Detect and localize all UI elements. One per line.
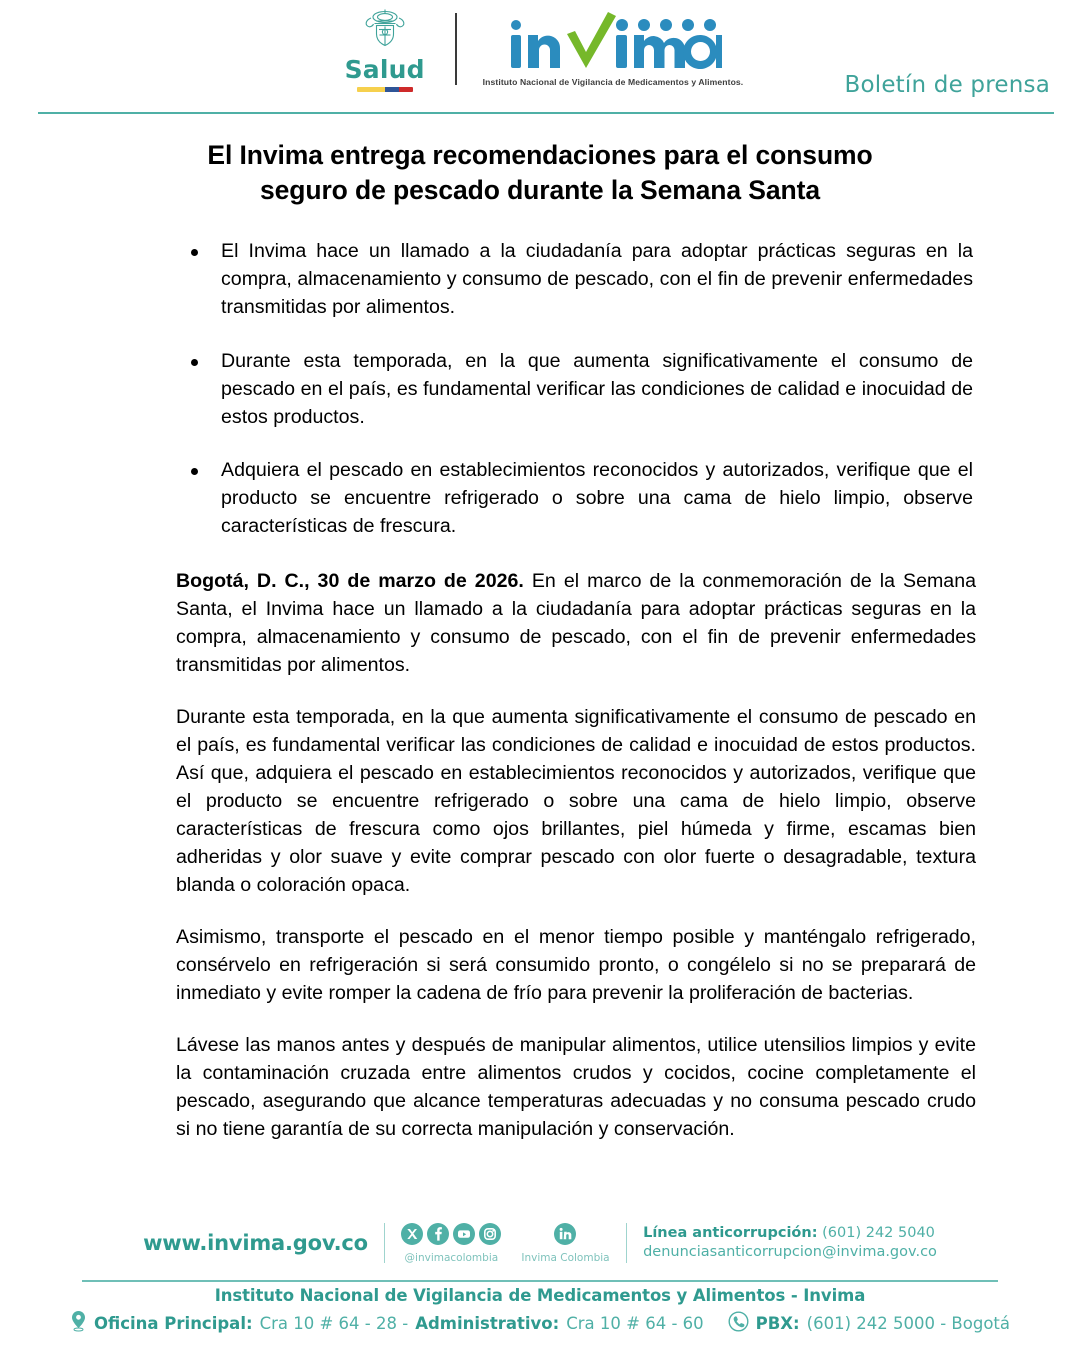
dateline: Bogotá, D. C., 30 de marzo de 2026.	[176, 569, 524, 592]
key-points-list	[183, 238, 973, 540]
social-links	[385, 1223, 625, 1264]
footer-contact-band	[0, 1208, 1080, 1278]
salud-wordmark: Salud	[344, 54, 425, 84]
institution-name: Instituto Nacional de Vigilancia de Medicamentos y Alimentos - Invima	[214, 1286, 866, 1305]
bottom-bar	[0, 1282, 1080, 1350]
anticorruption-contact	[627, 1224, 937, 1262]
map-pin-icon	[70, 1310, 87, 1336]
paragraph-text: En el marco de la conmemoración de la Semana Santa, el Invima hace un llamado a la ciudadanía para adoptar prácticas seguras en la compra, almacenamiento y consumo de pescado, con el fin de prevenir enfermedades transmitidas por alimentos.	[176, 569, 976, 676]
linkedin-handle: Invima Colombia	[521, 1251, 610, 1264]
phone-icon	[728, 1311, 749, 1336]
pbx-label: PBX:	[755, 1313, 800, 1333]
invima-logo	[479, 12, 744, 87]
admin-address: Cra 10 # 64 - 60	[566, 1313, 704, 1333]
salud-logo	[337, 7, 433, 92]
instagram-icon[interactable]	[479, 1223, 501, 1250]
invima-wordmark-icon	[504, 12, 722, 79]
bulletin-label: Boletín de prensa	[844, 72, 1050, 98]
social-group-linkedin	[521, 1223, 609, 1264]
linkedin-icon[interactable]	[554, 1223, 576, 1250]
social-handle: @invimacolombia	[404, 1251, 499, 1264]
document-content	[0, 138, 1080, 1143]
admin-label: Administrativo:	[415, 1313, 560, 1333]
anticorruption-email[interactable]: denunciasanticorrupcion@invima.gov.co	[643, 1244, 937, 1260]
social-group-main	[401, 1223, 501, 1264]
paragraph-dateline	[176, 567, 976, 679]
paragraph: Asimismo, transporte el pescado en el menor tiempo posible y manténgalo refrigerado, consérvelo en refrigeración si será consumido pronto, o congélelo si no se preparará de inmediato y evite romper la cadena de frío para prevenir la proliferación de bacterias.	[176, 925, 976, 1004]
office-label: Oficina Principal:	[93, 1313, 253, 1333]
page-header	[0, 0, 1080, 110]
office-address: Cra 10 # 64 - 28 -	[259, 1313, 409, 1333]
logo-divider	[455, 13, 457, 85]
youtube-icon[interactable]	[453, 1223, 475, 1250]
page-title: El Invima entrega recomendaciones para el consumo seguro de pescado durante la Semana Santa	[207, 140, 873, 206]
list-item: Adquiera el pescado en establecimientos reconocidos y autorizados, verifique que el producto se encuentre refrigerado o sobre una cama de hielo limpio, observe características de frescura.	[183, 457, 973, 540]
colombia-coat-of-arms-icon	[362, 7, 408, 56]
list-item: El Invima hace un llamado a la ciudadanía para adoptar prácticas seguras en la compra, almacenamiento y consumo de pescado, con el fin de prevenir enfermedades transmitidas por alimentos.	[183, 238, 973, 321]
x-twitter-icon[interactable]	[401, 1223, 423, 1250]
anticorruption-phone-line	[643, 1224, 937, 1243]
anticorruption-phone: (601) 242 5040	[822, 1224, 935, 1241]
address-row	[0, 1310, 1080, 1336]
list-item: Durante esta temporada, en la que aumenta significativamente el consumo de pescado en el país, es fundamental verificar las condiciones de calidad e inocuidad de estos productos.	[183, 348, 973, 431]
colombia-flag-bar	[357, 87, 413, 92]
invima-tagline: Instituto Nacional de Vigilancia de Medicamentos y Alimentos.	[482, 76, 744, 87]
paragraph: Durante esta temporada, en la que aumenta significativamente el consumo de pescado en el país, es fundamental verificar las condiciones de calidad e inocuidad de estos productos. Así que, adquiera el pescado en establecimientos reconocidos y autorizados, verifique que el producto se encuentre refrigerado o sobre una cama de hielo limpio, observe características de frescura como ojos brillantes, piel húmeda y firme, escamas bien adheridas y olor suave y evite comprar pescado con olor fuerte o desagradable, textura blanda o coloración opaca.	[176, 705, 976, 896]
pbx-value: (601) 242 5000 - Bogotá	[806, 1313, 1010, 1333]
header-rule	[38, 112, 1054, 114]
facebook-icon[interactable]	[427, 1223, 449, 1250]
anticorruption-label: Línea anticorrupción:	[643, 1224, 818, 1241]
body-copy	[176, 541, 976, 1143]
paragraph: Lávese las manos antes y después de manipular alimentos, utilice utensilios limpios y evite la contaminación cruzada entre alimentos crudos y cocidos, cocine completamente el pescado, asegurando que alcance temperaturas adecuadas y no consuma pescado crudo si no tiene garantía de su correcta manipulación y conservación.	[176, 1034, 976, 1141]
website-link[interactable]: www.invima.gov.co	[143, 1231, 368, 1255]
